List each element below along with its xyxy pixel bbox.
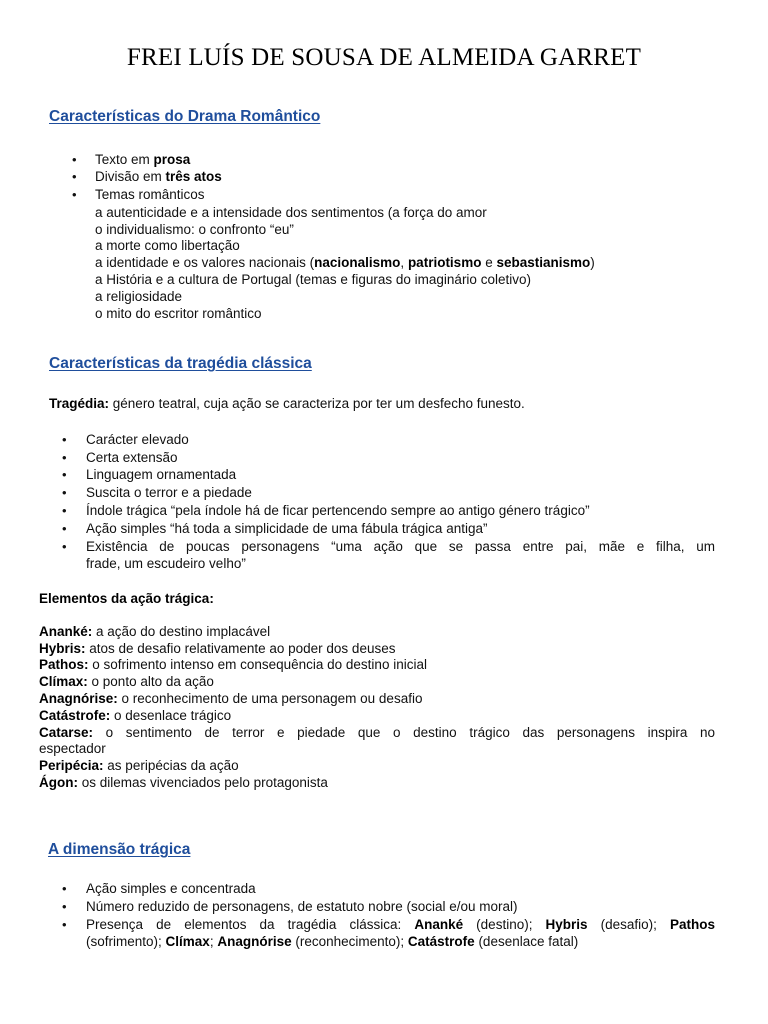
list-item: Linguagem ornamentada [86, 467, 237, 482]
sub-item: a religiosidade [95, 289, 183, 304]
section-heading-dimensao-tragica: A dimensão trágica [48, 841, 191, 858]
document-title: FREI LUÍS DE SOUSA DE ALMEIDA GARRET [126, 44, 642, 71]
list-item: Presença de elementos da tragédia clássica: Ananké (destino); Hybris (desafio); Pathos [86, 917, 715, 932]
bullet-icon: • [62, 485, 67, 500]
list-item-continuation: frade, um escudeiro velho” [86, 556, 246, 571]
term-item: Clímax: o ponto alto da ação [39, 674, 214, 689]
bullet-icon: • [62, 503, 67, 518]
sub-item: a identidade e os valores nacionais (nacionalismo, patriotismo e sebastianismo) [95, 255, 595, 270]
bullet-icon: • [62, 450, 67, 465]
list-item: Índole trágica “pela índole há de ficar pertencendo sempre ao antigo género trágico” [86, 503, 590, 518]
list-item: Número reduzido de personagens, de estatuto nobre (social e/ou moral) [86, 899, 518, 914]
bullet-icon: • [62, 917, 67, 932]
bullet-icon: • [72, 152, 77, 167]
term-item: Ananké: a ação do destino implacável [39, 624, 271, 639]
bullet-icon: • [62, 881, 67, 896]
list-item: Ação simples e concentrada [86, 881, 256, 896]
term-item: Catarse: o sentimento de terror e piedade que o destino trágico das personagens inspira no [39, 725, 715, 740]
term-item: Pathos: o sofrimento intenso em consequência do destino inicial [39, 657, 427, 672]
term-item: Catástrofe: o desenlace trágico [39, 708, 232, 723]
sub-item: o mito do escritor romântico [95, 306, 262, 321]
sub-item: o individualismo: o confronto “eu” [95, 222, 294, 237]
list-item: Temas românticos [95, 187, 205, 202]
term-item: Hybris: atos de desafio relativamente ao poder dos deuses [39, 641, 396, 656]
bullet-icon: • [62, 899, 67, 914]
bullet-icon: • [62, 432, 67, 447]
section-heading-tragedia-classica: Características da tragédia clássica [49, 355, 312, 372]
bullet-icon: • [62, 521, 67, 536]
section-heading-elementos: Elementos da ação trágica: [39, 591, 214, 606]
term-item-continuation: espectador [39, 741, 106, 756]
list-item: Suscita o terror e a piedade [86, 485, 252, 500]
sub-item: a autenticidade e a intensidade dos sentimentos (a força do amor [95, 205, 487, 220]
list-item-continuation: (sofrimento); Clímax; Anagnórise (reconhecimento); Catástrofe (desenlace fatal) [86, 934, 579, 949]
bullet-icon: • [62, 467, 67, 482]
sub-item: a História e a cultura de Portugal (temas e figuras do imaginário coletivo) [95, 272, 531, 287]
bullet-icon: • [72, 187, 77, 202]
sub-item: a morte como libertação [95, 238, 240, 253]
term-item: Ágon: os dilemas vivenciados pelo protagonista [39, 775, 328, 790]
bullet-icon: • [72, 169, 77, 184]
list-item: Certa extensão [86, 450, 178, 465]
list-item: Ação simples “há toda a simplicidade de uma fábula trágica antiga” [86, 521, 488, 536]
tragedia-definition: Tragédia: género teatral, cuja ação se caracteriza por ter um desfecho funesto. [49, 396, 525, 411]
list-item: Texto em prosa [95, 152, 191, 167]
section-heading-drama-romantico: Características do Drama Romântico [49, 108, 321, 125]
bullet-icon: • [62, 539, 67, 554]
term-item: Anagnórise: o reconhecimento de uma personagem ou desafio [39, 691, 423, 706]
list-item: Existência de poucas personagens “uma ação que se passa entre pai, mãe e filha, um [86, 539, 715, 554]
list-item: Carácter elevado [86, 432, 189, 447]
term-item: Peripécia: as peripécias da ação [39, 758, 239, 773]
list-item: Divisão em três atos [95, 169, 222, 184]
